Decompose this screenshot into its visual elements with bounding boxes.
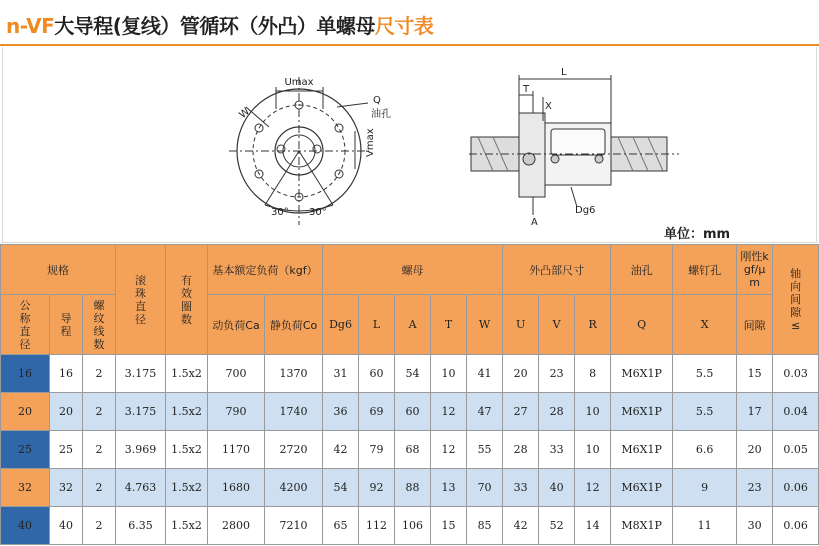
bolt-hole [335,124,343,132]
screw-hole [551,155,559,163]
cell-lead: 32 [50,469,83,507]
hdr-lead [50,295,83,355]
hdr-nominal-dia-text: 公称直径 [19,298,31,351]
cell-t: 12 [431,393,467,431]
cell-t: 12 [431,431,467,469]
cell-stat-load: 1740 [265,393,323,431]
vmax-label: Vmax [365,128,376,157]
cell-axial-clear: 0.05 [773,431,819,469]
header-row-1 [1,245,819,295]
title-prefix: n-VF [6,14,55,38]
cell-q: M8X1P [611,507,673,545]
cell-x: 5.5 [673,393,737,431]
cell-nominal-dia: 20 [1,393,50,431]
cell-v: 52 [539,507,575,545]
hdr-w: W [467,295,503,355]
hdr-thread-lines [83,295,116,355]
hdr-u: U [503,295,539,355]
hdr-gap: 间隙 [737,295,773,355]
hdr-rigidity [737,245,773,295]
angle-right-label: 30° [309,207,327,218]
cell-eff-turns: 1.5x2 [166,431,208,469]
q-leader [337,103,368,107]
hdr-axial-clear-text: 轴向间隙≤ [790,267,802,332]
cell-l: 60 [359,355,395,393]
cell-rigidity: 20 [737,431,773,469]
cell-q: M6X1P [611,431,673,469]
cell-eff-turns: 1.5x2 [166,393,208,431]
return-tube-end [277,145,285,153]
cell-l: 112 [359,507,395,545]
nut-side-view [469,75,679,215]
hdr-dg6: Dg6 [323,295,359,355]
cell-v: 33 [539,431,575,469]
hdr-screw-hole: 螺钉孔 [673,245,737,295]
cell-thread-lines: 2 [83,507,116,545]
cell-lead: 40 [50,507,83,545]
cell-dyn-load: 2800 [208,507,265,545]
cell-v: 23 [539,355,575,393]
cell-a: 68 [395,431,431,469]
cell-x: 5.5 [673,355,737,393]
hdr-r: R [575,295,611,355]
hdr-eff-turns [166,245,208,355]
cell-w: 55 [467,431,503,469]
cell-u: 33 [503,469,539,507]
hdr-eff-turns-text: 有效圈数 [181,273,193,326]
cell-x: 6.6 [673,431,737,469]
cell-dyn-load: 1680 [208,469,265,507]
return-tube-end [313,145,321,153]
table-row [1,393,819,431]
cell-q: M6X1P [611,393,673,431]
cell-rigidity: 17 [737,393,773,431]
hdr-rigidity-text: 刚性kgf/μm [740,250,769,289]
table-row [1,355,819,393]
hdr-flange-group: 外凸部尺寸 [503,245,611,295]
cell-w: 85 [467,507,503,545]
cell-axial-clear: 0.06 [773,507,819,545]
cell-ball-dia: 3.175 [116,355,166,393]
flange-hole [523,153,535,165]
table-row [1,507,819,545]
cell-u: 20 [503,355,539,393]
hdr-ball-dia-text: 滚珠直径 [135,273,147,326]
cell-w: 47 [467,393,503,431]
cell-t: 10 [431,355,467,393]
title-main: 大导程(复线）管循环（外凸）单螺母 [54,14,375,38]
drawing-svg [3,47,818,243]
cell-q: M6X1P [611,469,673,507]
cell-r: 8 [575,355,611,393]
cell-stat-load: 7210 [265,507,323,545]
hdr-q: Q [611,295,673,355]
cell-nominal-dia: 25 [1,431,50,469]
hdr-thread-lines-text: 螺纹线数 [93,298,105,351]
x-label: X [545,101,552,112]
cell-dyn-load: 700 [208,355,265,393]
hdr-stat-load: 静负荷Co [265,295,323,355]
hdr-ball-dia [116,245,166,355]
cell-a: 106 [395,507,431,545]
cell-thread-lines: 2 [83,355,116,393]
cell-r: 12 [575,469,611,507]
cell-u: 27 [503,393,539,431]
q-label: Q [373,95,381,106]
hdr-nominal-dia [1,295,50,355]
cell-eff-turns: 1.5x2 [166,507,208,545]
cell-l: 92 [359,469,395,507]
cell-thread-lines: 2 [83,469,116,507]
cell-stat-load: 1370 [265,355,323,393]
title-bar [0,0,819,46]
cell-x: 9 [673,469,737,507]
cell-eff-turns: 1.5x2 [166,469,208,507]
l-label: L [561,67,567,78]
cell-r: 14 [575,507,611,545]
a-label: A [531,217,538,228]
cell-axial-clear: 0.04 [773,393,819,431]
cell-a: 54 [395,355,431,393]
hdr-spec: 规格 [1,245,116,295]
angle-left-label: 30° [271,207,289,218]
cell-u: 42 [503,507,539,545]
cell-lead: 16 [50,355,83,393]
table-row [1,469,819,507]
cell-ball-dia: 3.969 [116,431,166,469]
umax-label: Umax [284,77,314,88]
unit-label: 单位：mm [664,227,731,242]
cell-dg6: 65 [323,507,359,545]
cell-lead: 25 [50,431,83,469]
cell-stat-load: 4200 [265,469,323,507]
cell-r: 10 [575,393,611,431]
cell-dyn-load: 1170 [208,431,265,469]
cell-nominal-dia: 32 [1,469,50,507]
hdr-a: A [395,295,431,355]
cell-stat-load: 2720 [265,431,323,469]
cell-t: 13 [431,469,467,507]
t-label: T [523,84,530,95]
cell-dg6: 36 [323,393,359,431]
dg6-label: Dg6 [575,205,596,216]
cell-dg6: 31 [323,355,359,393]
cell-dg6: 42 [323,431,359,469]
screw-hole [595,155,603,163]
hdr-t: T [431,295,467,355]
cell-dg6: 54 [323,469,359,507]
cell-l: 69 [359,393,395,431]
cell-v: 28 [539,393,575,431]
oil-hole-label: 油孔 [371,109,391,120]
cell-a: 60 [395,393,431,431]
flange-front-view [229,77,369,225]
cell-t: 15 [431,507,467,545]
hdr-nut: 螺母 [323,245,503,295]
cell-axial-clear: 0.06 [773,469,819,507]
cell-dyn-load: 790 [208,393,265,431]
cell-v: 40 [539,469,575,507]
technical-drawing-panel [2,47,817,243]
hdr-dyn-load: 动负荷Ca [208,295,265,355]
hdr-v: V [539,295,575,355]
table-row [1,431,819,469]
cell-x: 11 [673,507,737,545]
hdr-x: X [673,295,737,355]
hdr-load-group: 基本额定负荷（kgf） [208,245,323,295]
cell-eff-turns: 1.5x2 [166,355,208,393]
cell-rigidity: 23 [737,469,773,507]
title-suffix: 尺寸表 [374,14,434,38]
w-label: W [237,106,253,121]
cell-ball-dia: 4.763 [116,469,166,507]
cell-ball-dia: 6.35 [116,507,166,545]
cell-lead: 20 [50,393,83,431]
cell-l: 79 [359,431,395,469]
cell-nominal-dia: 40 [1,507,50,545]
hdr-axial-clear [773,245,819,355]
title-divider [0,44,819,46]
cell-u: 28 [503,431,539,469]
cell-thread-lines: 2 [83,393,116,431]
hdr-lead-text: 导程 [60,311,72,338]
cell-nominal-dia: 16 [1,355,50,393]
cell-thread-lines: 2 [83,431,116,469]
return-tube [551,129,605,155]
cell-rigidity: 15 [737,355,773,393]
spec-table [0,244,819,545]
dg6-leader [571,187,577,207]
cell-q: M6X1P [611,355,673,393]
cell-axial-clear: 0.03 [773,355,819,393]
cell-w: 70 [467,469,503,507]
hdr-oil-hole: 油孔 [611,245,673,295]
cell-w: 41 [467,355,503,393]
cell-a: 88 [395,469,431,507]
cell-r: 10 [575,431,611,469]
cell-rigidity: 30 [737,507,773,545]
hdr-l: L [359,295,395,355]
page-title [6,10,433,39]
cell-ball-dia: 3.175 [116,393,166,431]
